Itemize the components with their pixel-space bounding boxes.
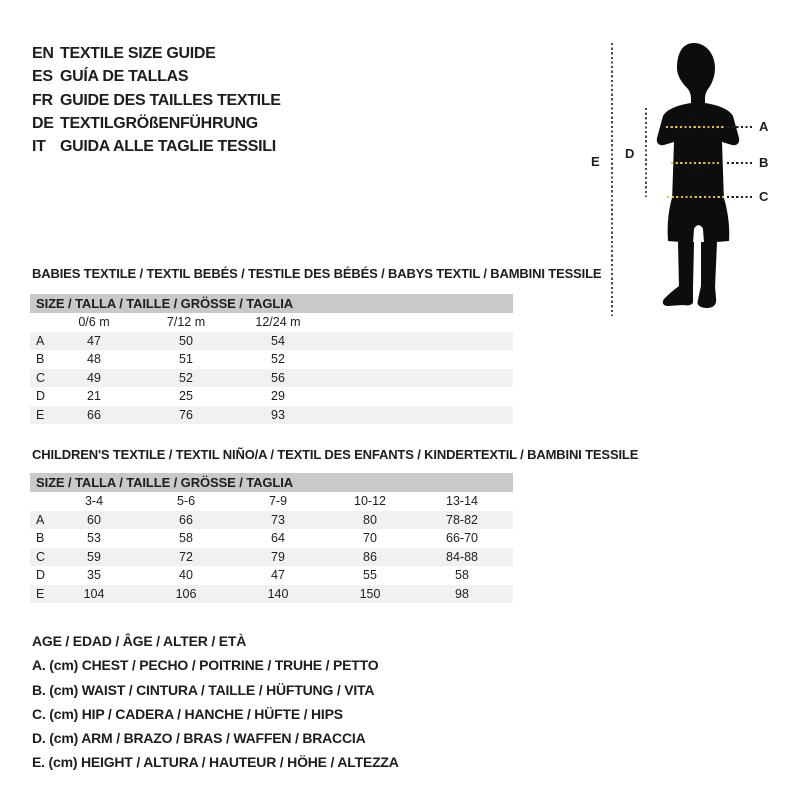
row-label: D xyxy=(36,568,46,582)
table-row xyxy=(30,350,513,369)
corner-cell xyxy=(30,492,48,511)
row-label: C xyxy=(36,370,46,385)
cell: 48 xyxy=(87,352,101,366)
column-header: 7-9 xyxy=(268,494,288,508)
column-header: 7/12 m xyxy=(166,315,206,329)
hip-line-c-on-body xyxy=(667,196,724,198)
row-label: E xyxy=(36,407,45,422)
cell: 51 xyxy=(179,352,193,366)
cell: 86 xyxy=(363,549,377,564)
language-code: EN xyxy=(32,45,54,62)
cell: 60 xyxy=(87,512,101,527)
legend-line-waist: B. (cm) WAIST / CINTURA / TAILLE / HÜFTUNG / VITA xyxy=(32,681,375,698)
language-label: TEXTILE SIZE GUIDE xyxy=(60,45,216,62)
height-measure-line-e xyxy=(611,43,613,316)
column-header: 12/24 m xyxy=(255,315,301,329)
cell: 150 xyxy=(359,586,381,601)
cell: 47 xyxy=(271,568,285,582)
language-code: FR xyxy=(32,91,53,109)
cell: 56 xyxy=(271,370,285,385)
column-header: 10-12 xyxy=(354,494,386,508)
column-header: 13-14 xyxy=(446,494,478,508)
language-list xyxy=(32,42,281,158)
cell: 25 xyxy=(179,389,193,403)
table-row xyxy=(30,406,513,425)
hip-line-c-leader xyxy=(727,196,754,198)
babies-section-title: BABIES TEXTILE / TEXTIL BEBÉS / TESTILE DES BÉBÉS / BABYS TEXTIL / BAMBINI TESSILE xyxy=(32,266,602,281)
row-label: E xyxy=(36,586,45,601)
row-label: A xyxy=(36,333,45,348)
legend-line-hip: C. (cm) HIP / CADERA / HANCHE / HÜFTE / HIPS xyxy=(32,705,343,722)
table-row xyxy=(30,566,513,585)
measure-label-b: B xyxy=(759,155,769,170)
column-header-row xyxy=(30,313,513,332)
measure-label-d: D xyxy=(625,146,635,161)
language-row xyxy=(32,65,281,88)
legend-line-height: E. (cm) HEIGHT / ALTURA / HAUTEUR / HÖHE / ALTEZZA xyxy=(32,754,399,771)
column-header: 5-6 xyxy=(176,494,196,508)
children-size-table xyxy=(30,473,513,603)
cell: 76 xyxy=(179,407,193,422)
row-label: A xyxy=(36,512,45,527)
waist-line-b-leader xyxy=(727,162,754,164)
cell: 66 xyxy=(87,407,101,422)
language-row xyxy=(32,112,281,135)
cell: 79 xyxy=(271,549,285,564)
language-label: GUIDE DES TAILLES TEXTILE xyxy=(60,91,281,109)
legend-line-arm: D. (cm) ARM / BRAZO / BRAS / WAFFEN / BRACCIA xyxy=(32,730,366,747)
table-row xyxy=(30,548,513,567)
size-header-band: SIZE / TALLA / TAILLE / GRÖSSE / TAGLIA xyxy=(30,473,513,492)
cell: 53 xyxy=(87,531,101,545)
chest-line-a-leader xyxy=(727,126,754,128)
size-header-band: SIZE / TALLA / TAILLE / GRÖSSE / TAGLIA xyxy=(30,294,513,313)
cell: 140 xyxy=(267,586,289,601)
corner-cell xyxy=(30,313,48,332)
table-row xyxy=(30,529,513,548)
child-silhouette xyxy=(648,42,743,314)
language-row xyxy=(32,42,281,65)
cell: 35 xyxy=(87,568,101,582)
cell: 70 xyxy=(363,531,377,545)
language-row xyxy=(32,89,281,112)
column-header: 3-4 xyxy=(84,494,104,508)
cell: 78-82 xyxy=(446,512,478,527)
language-label: TEXTILGRÖßENFÜHRUNG xyxy=(60,114,258,132)
legend-line-age: AGE / EDAD / ÂGE / ALTER / ETÀ xyxy=(32,633,247,649)
row-label: B xyxy=(36,531,45,545)
cell: 52 xyxy=(271,352,285,366)
cell: 64 xyxy=(271,531,285,545)
measure-label-e: E xyxy=(591,154,600,169)
cell: 106 xyxy=(175,586,197,601)
legend-line-chest: A. (cm) CHEST / PECHO / POITRINE / TRUHE / PETTO xyxy=(32,657,379,674)
cell: 58 xyxy=(179,531,193,545)
table-row xyxy=(30,511,513,530)
row-label: B xyxy=(36,352,45,366)
cell: 55 xyxy=(363,568,377,582)
babies-size-table xyxy=(30,294,513,424)
table-row xyxy=(30,332,513,351)
column-header-row xyxy=(30,492,513,511)
measure-label-a: A xyxy=(759,119,769,134)
table-row xyxy=(30,387,513,406)
measure-label-c: C xyxy=(759,189,769,204)
cell: 47 xyxy=(87,333,101,348)
cell: 104 xyxy=(83,586,105,601)
language-label: GUÍA DE TALLAS xyxy=(60,68,189,86)
cell: 54 xyxy=(271,333,285,348)
language-label: GUIDA ALLE TAGLIE TESSILI xyxy=(60,138,276,156)
cell: 58 xyxy=(455,568,469,582)
waist-line-b-on-body xyxy=(671,162,719,164)
cell: 40 xyxy=(179,568,193,582)
cell: 84-88 xyxy=(446,549,478,564)
measurement-legend xyxy=(32,629,399,775)
cell: 66-70 xyxy=(446,531,478,545)
children-section-title: CHILDREN'S TEXTILE / TEXTIL NIÑO/A / TEXTIL DES ENFANTS / KINDERTEXTIL / BAMBINI TESSILE xyxy=(32,447,639,462)
column-header: 0/6 m xyxy=(78,315,110,329)
cell: 72 xyxy=(179,549,193,564)
language-code: IT xyxy=(32,138,46,156)
language-code: ES xyxy=(32,68,53,86)
cell: 59 xyxy=(87,549,101,564)
language-code: DE xyxy=(32,114,54,132)
cell: 93 xyxy=(271,407,285,422)
chest-line-a-on-body xyxy=(666,126,724,128)
table-row xyxy=(30,585,513,604)
row-label: D xyxy=(36,389,46,403)
row-label: C xyxy=(36,549,46,564)
cell: 49 xyxy=(87,370,101,385)
cell: 80 xyxy=(363,512,377,527)
arm-measure-line-d xyxy=(645,108,647,197)
cell: 29 xyxy=(271,389,285,403)
cell: 66 xyxy=(179,512,193,527)
table-row xyxy=(30,369,513,388)
cell: 73 xyxy=(271,512,285,527)
cell: 50 xyxy=(179,333,193,348)
cell: 52 xyxy=(179,370,193,385)
cell: 98 xyxy=(455,586,469,601)
language-row xyxy=(32,135,281,158)
cell: 21 xyxy=(87,389,101,403)
